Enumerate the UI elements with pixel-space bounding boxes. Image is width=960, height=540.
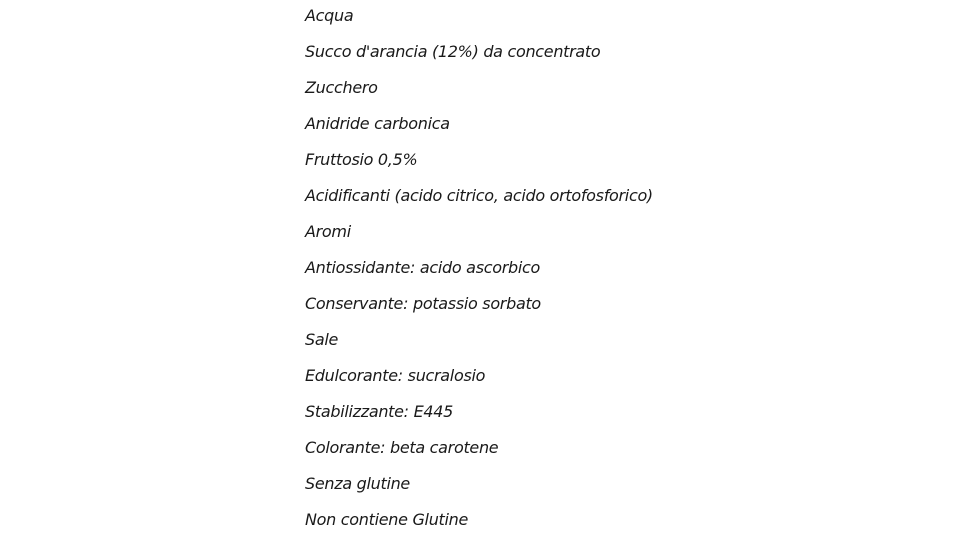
ingredient-fruttosio: Fruttosio 0,5% [305,150,418,169]
ingredient-non-contiene-glutine: Non contiene Glutine [305,510,469,529]
ingredient-aromi: Aromi [305,222,351,241]
ingredient-acidificanti: Acidificanti (acido citrico, acido ortofosforico) [305,186,653,205]
ingredient-edulcorante: Edulcorante: sucralosio [305,366,486,385]
ingredient-acqua: Acqua [305,6,354,25]
ingredient-antiossidante: Antiossidante: acido ascorbico [305,258,540,277]
ingredient-zucchero: Zucchero [305,78,378,97]
ingredient-conservante: Conservante: potassio sorbato [305,294,541,313]
ingredients-list [305,0,653,540]
ingredient-stabilizzante: Stabilizzante: E445 [305,402,454,421]
ingredient-colorante: Colorante: beta carotene [305,438,499,457]
ingredient-succo-arancia: Succo d'arancia (12%) da concentrato [305,42,601,61]
ingredient-sale: Sale [305,330,339,349]
ingredient-anidride-carbonica: Anidride carbonica [305,114,450,133]
ingredient-senza-glutine: Senza glutine [305,474,410,493]
